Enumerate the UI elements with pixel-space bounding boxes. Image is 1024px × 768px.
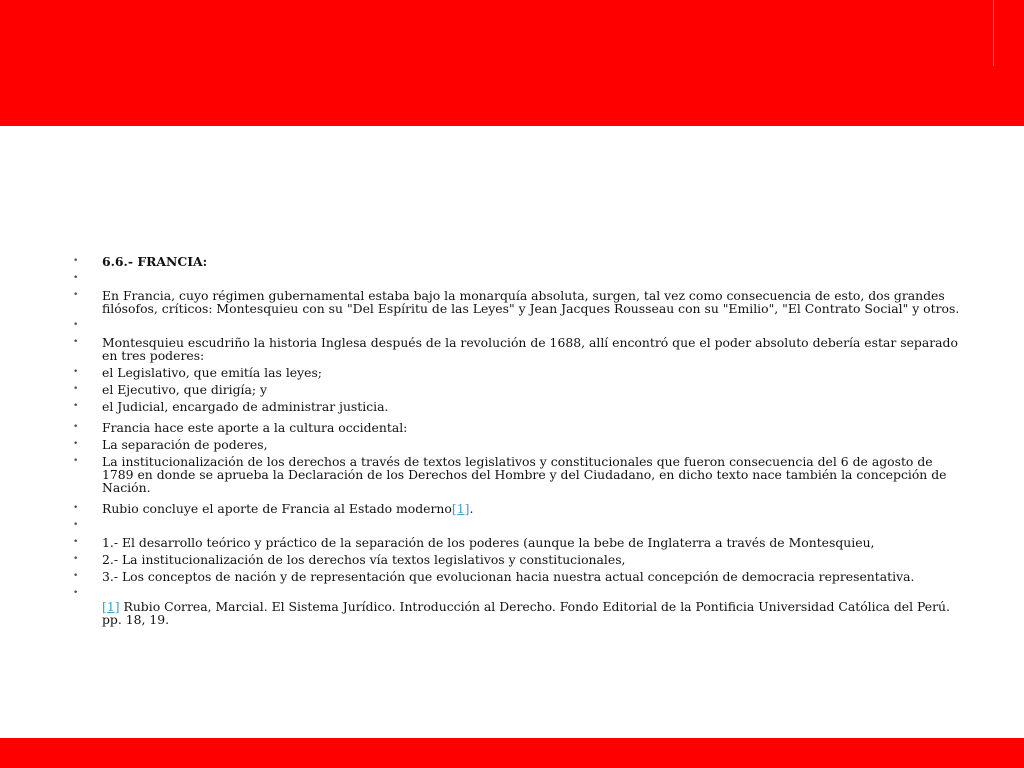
paragraph-montesquieu: Montesquieu escudriño la historia Inglesa después de la revolución de 1688, allí encontró que el poder absoluto debería estar separado en tres poderes:: [102, 335, 958, 363]
bullet: •: [73, 337, 79, 347]
point-2: 2.- La institucionalización de los derechos vía textos legislativos y constitucionales,: [102, 552, 626, 567]
power-judicial: el Judicial, encargado de administrar justicia.: [102, 399, 389, 414]
bullet: •: [73, 273, 79, 283]
bullet: •: [73, 520, 79, 530]
paragraph-francia-intro: En Francia, cuyo régimen gubernamental estaba bajo la monarquía absoluta, surgen, tal vez como consecuencia de esto, dos grandes filósofos, críticos: Montesquieu con su "Del Espíritu de las Leyes" y Jean Jacques Rousseau con su "Emilio", "El Contrato Social" y otros.: [102, 288, 960, 316]
bullet: •: [73, 290, 79, 300]
bullet: •: [73, 422, 79, 432]
top-red-band: [0, 0, 1024, 126]
section-heading: 6.6.- FRANCIA:: [102, 254, 208, 269]
list-item: [72, 536, 962, 549]
list-item-empty: [72, 319, 962, 332]
list-item: [72, 289, 962, 315]
list-item: [72, 400, 962, 413]
list-item-empty: [72, 519, 962, 532]
list-item: [72, 502, 962, 515]
bullet: •: [73, 367, 79, 377]
bullet: •: [73, 537, 79, 547]
footnote-text: Rubio Correa, Marcial. El Sistema Jurídico. Introducción al Derecho. Fondo Editorial de la Pontificia Universidad Católica del Perú. pp. 18, 19.: [102, 599, 950, 627]
list-item: [72, 438, 962, 451]
slide-content: [72, 255, 962, 630]
list-item: [72, 336, 962, 362]
footnote-link[interactable]: [1]: [451, 501, 470, 516]
top-band-divider: [993, 0, 994, 66]
bullet: •: [73, 401, 79, 411]
list-item: [72, 421, 962, 434]
point-1: 1.- El desarrollo teórico y práctico de la separación de los poderes (aunque la bebe de Inglaterra a través de Montesquieu,: [102, 535, 875, 550]
bullet: •: [73, 320, 79, 330]
bullet: •: [73, 554, 79, 564]
list-item: [72, 455, 962, 494]
bullet: •: [73, 439, 79, 449]
list-item: [72, 570, 962, 583]
paragraph-separacion: La separación de poderes,: [102, 437, 268, 452]
bullet: •: [73, 503, 79, 513]
point-3: 3.- Los conceptos de nación y de representación que evolucionan hacia nuestra actual concepción de democracia representativa.: [102, 569, 915, 584]
paragraph-rubio-end: .: [469, 501, 474, 516]
bullet: •: [73, 256, 79, 266]
list-item: [72, 587, 962, 626]
power-legislativo: el Legislativo, que emitía las leyes;: [102, 365, 322, 380]
bullet: •: [73, 588, 79, 598]
list-item-empty: [72, 272, 962, 285]
list-item: [72, 383, 962, 396]
list-item: [72, 366, 962, 379]
power-ejecutivo: el Ejecutivo, que dirigía; y: [102, 382, 268, 397]
paragraph-rubio: Rubio concluye el aporte de Francia al Estado moderno: [102, 501, 452, 516]
list-item: [72, 255, 962, 268]
list-item: [72, 553, 962, 566]
footnote: [102, 587, 962, 626]
bullet: •: [73, 456, 79, 466]
footnote-anchor-link[interactable]: [1]: [102, 599, 120, 614]
bottom-red-band: [0, 738, 1024, 768]
bullet: •: [73, 571, 79, 581]
paragraph-institucionalizacion: La institucionalización de los derechos a través de textos legislativos y constitucionales que fueron consecuencia del 6 de agosto de 1789 en donde se aprueba la Declaración de los Derechos del Hombre y del Ciudadano, en dicho texto nace también la concepción de Nación.: [102, 454, 947, 495]
paragraph-aporte: Francia hace este aporte a la cultura occidental:: [102, 420, 408, 435]
bullet: •: [73, 384, 79, 394]
